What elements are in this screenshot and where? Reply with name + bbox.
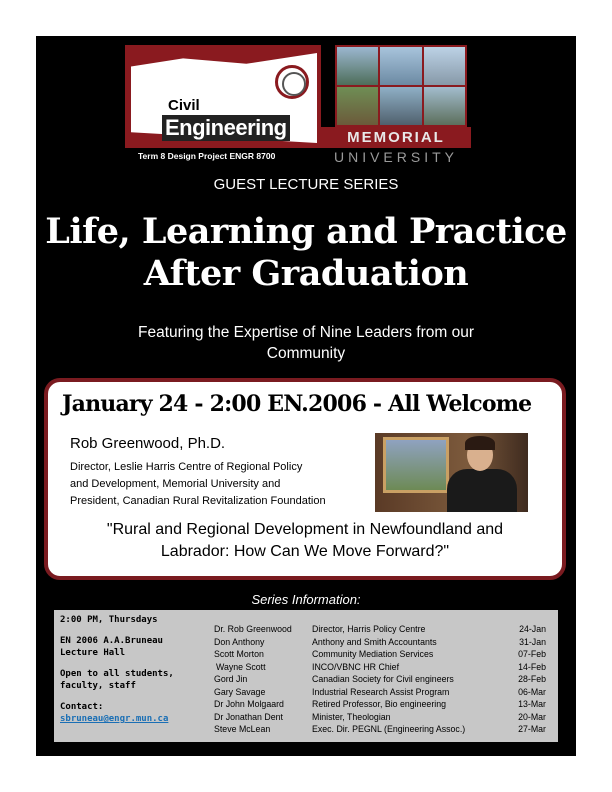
speaker-cell: Dr. Rob Greenwood xyxy=(214,624,292,634)
lecture-location xyxy=(60,635,200,659)
speaker-photo xyxy=(375,433,528,512)
organization-cell: Anthony and Smith Accountants xyxy=(312,636,437,647)
organization-cell: Retired Professor, Bio engineering xyxy=(312,699,446,709)
photo-collage xyxy=(335,45,467,127)
date-cell: 31-Jan xyxy=(519,636,546,647)
collage-photo xyxy=(380,87,421,125)
collage-photo xyxy=(380,47,421,85)
collage-photo xyxy=(424,47,465,85)
role-line-3: President, Canadian Rural Revitalization Foundation xyxy=(70,495,326,507)
audience-line-1: Open to all students, xyxy=(60,669,174,679)
globe-icon xyxy=(275,65,309,99)
organization-cell: Director, Harris Policy Centre xyxy=(312,624,426,634)
title-line-1: Life, Learning and Practice xyxy=(45,211,567,252)
civil-engineering-logo xyxy=(125,45,321,161)
date-cell: 24-Jan xyxy=(519,624,546,634)
title-line-2: After Graduation xyxy=(143,253,469,294)
featuring-line-1: Featuring the Expertise of Nine Leaders from our xyxy=(137,324,474,341)
lecture-topic xyxy=(68,519,542,563)
date-cell: 07-Feb xyxy=(518,649,546,659)
quote-line-2: Labrador: How Can We Move Forward?" xyxy=(160,543,450,560)
featuring-line-2: Community xyxy=(266,345,346,362)
date-cell: 27-Mar xyxy=(518,724,546,734)
speaker-cell: Wayne Scott xyxy=(216,661,266,672)
university-logo-university: UNIVERSITY xyxy=(333,149,458,165)
organization-cell: Minister, Theologian xyxy=(312,711,391,722)
date-cell: 14-Feb xyxy=(518,661,546,672)
organization-cell: Exec. Dir. PEGNL (Engineering Assoc.) xyxy=(312,724,466,734)
organization-cell: Industrial Research Assist Program xyxy=(312,686,450,697)
lecture-time: 2:00 PM, Thursdays xyxy=(60,615,158,625)
series-heading: GUEST LECTURE SERIES xyxy=(213,176,399,193)
speaker-name: Rob Greenwood, Ph.D. xyxy=(70,435,226,452)
series-info-panel xyxy=(54,610,558,742)
organization-cell: INCO/VBNC HR Chief xyxy=(312,661,400,672)
series-info-label: Series Information: xyxy=(251,592,361,607)
poster-title xyxy=(36,211,576,295)
date-cell: 13-Mar xyxy=(518,699,546,709)
poster xyxy=(36,36,576,756)
featured-lecture-card xyxy=(44,378,566,580)
series-logistics xyxy=(60,614,200,725)
speaker-cell: Don Anthony xyxy=(214,636,265,647)
location-line-1: EN 2006 A.A.Bruneau xyxy=(60,636,163,646)
role-line-1: Director, Leslie Harris Centre of Regional Policy xyxy=(70,461,303,473)
audience xyxy=(60,668,200,692)
collage-photo xyxy=(337,47,378,85)
featuring-text xyxy=(76,322,536,364)
collage-photo xyxy=(424,87,465,125)
organization-cell: Canadian Society for Civil engineers xyxy=(312,674,454,684)
speaker-cell: Gary Savage xyxy=(214,686,266,697)
collage-photo xyxy=(337,87,378,125)
course-label: Term 8 Design Project ENGR 8700 xyxy=(138,151,276,161)
header-banner xyxy=(125,45,471,165)
speaker-cell: Dr Jonathan Dent xyxy=(214,711,283,722)
date-cell: 20-Mar xyxy=(518,711,546,722)
contact-email-link[interactable]: sbruneau@engr.mun.ca xyxy=(60,714,169,724)
speaker-role xyxy=(70,459,326,510)
role-line-2: and Development, Memorial University and xyxy=(70,478,281,490)
contact-label: Contact: xyxy=(60,702,104,712)
date-cell: 06-Mar xyxy=(518,686,546,697)
logo-civil-text: Civil xyxy=(168,97,200,114)
quote-line-1: "Rural and Regional Development in Newfoundland and xyxy=(106,521,504,538)
speaker-cell: Steve McLean xyxy=(214,724,271,734)
contact xyxy=(60,701,200,725)
event-details: January 24 - 2:00 EN.2006 - All Welcome xyxy=(62,391,532,417)
speaker-cell: Dr John Molgaard xyxy=(214,699,284,709)
date-cell: 28-Feb xyxy=(518,674,546,684)
speaker-cell: Scott Morton xyxy=(214,649,264,659)
logo-engineering-text: Engineering xyxy=(162,115,290,141)
university-logo-memorial: MEMORIAL xyxy=(321,127,471,148)
location-line-2: Lecture Hall xyxy=(60,648,126,658)
organization-cell: Community Mediation Services xyxy=(312,649,434,659)
audience-line-2: faculty, staff xyxy=(60,681,136,691)
speaker-cell: Gord Jin xyxy=(214,674,248,684)
